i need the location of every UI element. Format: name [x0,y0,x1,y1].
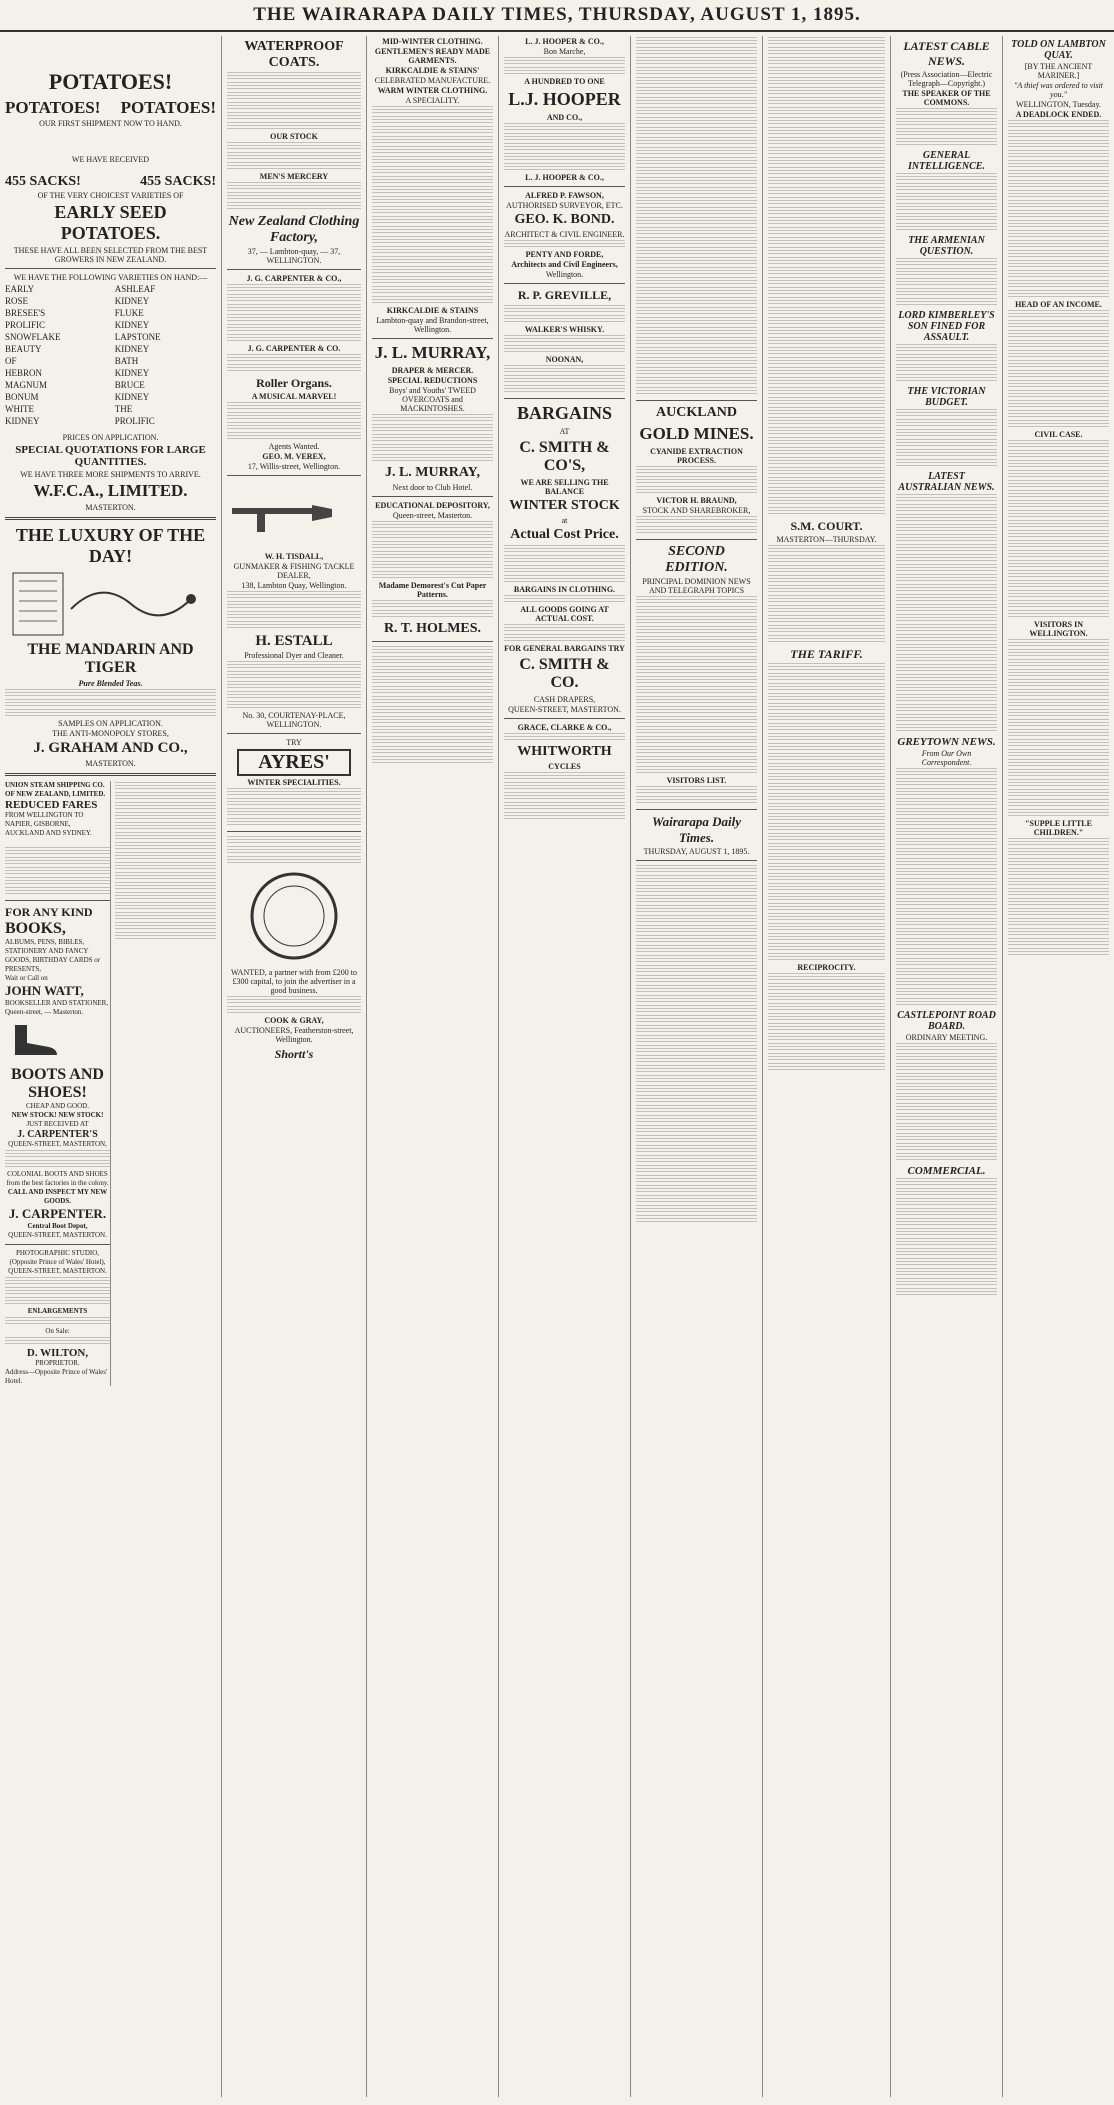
sm-court-sub: MASTERTON—THURSDAY. [776,535,877,544]
ordinary-meeting: ORDINARY MEETING. [905,1033,988,1042]
architects-city: Wellington. [545,270,584,279]
head-income: HEAD OF AN INCOME. [1015,300,1102,309]
whitworth: WHITWORTH [517,744,612,759]
variety: WHITE KIDNEY [5,404,40,426]
hundred-to-one: A HUNDRED TO ONE [524,77,605,86]
tisdall: W. H. TISDALL, [264,552,324,561]
roller-organs: Roller Organs. [256,376,332,390]
variety: FLUKE KIDNEY [114,308,150,330]
commercial: COMMERCIAL. [907,1165,986,1177]
carpenter-addr: QUEEN-STREET, MASTERTON, [8,1140,107,1148]
visitors-list: VISITORS LIST. [666,776,727,785]
gunmaker: GUNMAKER & FISHING TACKLE DEALER, [233,562,355,580]
greville: R. P. GREVILLE, [517,288,612,302]
nz-address: 37, — Lambton-quay, — 37, WELLINGTON. [247,247,341,265]
gun-illustration [227,483,337,543]
column-1 [0,36,222,2097]
latest-cable: LATEST CABLE NEWS. [903,39,990,68]
stamp-seal [247,869,342,964]
variety: EARLY ROSE [5,284,34,306]
potatoes-heading: POTATOES! [48,69,173,94]
bond-sub: ARCHITECT & CIVIL ENGINEER. [504,230,625,239]
enlargements: ENLARGEMENTS [27,1307,88,1315]
variety: ASHLEAF KIDNEY [114,284,156,306]
daily-times-date: THURSDAY, AUGUST 1, 1895. [643,847,750,856]
union-ss: UNION STEAM SHIPPING CO. OF NEW ZEALAND, LIMITED. [5,781,106,798]
bookseller: BOOKSELLER AND STATIONER, [5,999,109,1007]
following: WE HAVE THE FOLLOWING VARIETIES ON HAND:— [13,273,208,282]
potatoes-right: POTATOES! [120,98,216,117]
principal-news: PRINCIPAL DOMINION NEWS AND TELEGRAPH TOPICS [642,577,751,595]
visitors-wellington: VISITORS IN WELLINGTON. [1029,620,1088,638]
place-date: WELLINGTON, Tuesday. [1016,100,1101,109]
graham: J. GRAHAM AND CO., [33,740,188,756]
reciprocity: RECIPROCITY. [797,963,856,972]
verex: GEO. M. VEREX, [262,452,326,461]
just-received: JUST RECEIVED AT [26,1120,89,1128]
d-wilton: D. WILTON, [26,1347,89,1359]
civil-case: CIVIL CASE. [1034,430,1083,439]
and-co: AND CO., [546,113,583,122]
carpenter-co: J. G. CARPENTER & CO., [246,274,342,283]
wanted-partner: WANTED, a partner with from £200 to £300 capital, to join the advertiser in a good business. [231,968,357,995]
varieties-list [5,283,216,427]
cable-sub: (Press Association—Electric Telegraph—Copyright.) [900,70,993,88]
received: WE HAVE RECEIVED [71,155,150,164]
carpenter: J. CARPENTER'S [17,1129,98,1140]
tisdall-addr: 138, Lambton Quay, Wellington. [241,581,347,590]
wfca-town: MASTERTON. [85,503,136,512]
nz-clothing: New Zealand Clothing Factory, [228,214,360,245]
cash-drapers: CASH DRAPERS, [533,695,596,704]
smith-addr: QUEEN-STREET, MASTERTON. [508,705,621,714]
hestall: H. ESTALL [255,633,333,649]
early-seed: EARLY SEED POTATOES. [54,202,167,243]
verex-addr: 17, Willis-street, Wellington. [247,462,341,471]
cost-at: at [561,516,568,525]
boots-shoes: BOOTS AND SHOES! [11,1066,104,1101]
column-2 [222,36,367,2097]
special-reductions: SPECIAL REDUCTIONS [387,376,478,385]
variety: BATH KIDNEY [114,356,150,378]
grace-clarke: GRACE, CLARKE & CO., [517,723,612,732]
any-kind: FOR ANY KIND [5,905,93,919]
wfca: W.F.C.A., LIMITED. [33,481,188,500]
cheap-good: CHEAP AND GOOD. [26,1102,89,1110]
demorest: Madame Demorest's Cut Paper Patterns. [378,581,487,599]
boys-overcoats: Boys' and Youths' TWEED OVERCOATS and MACKINTOSHES. [389,386,476,413]
auckland: AUCKLAND [656,405,737,420]
masthead [0,0,1114,32]
column-7 [891,36,1003,2097]
at: AT [559,427,570,436]
photo-studio: PHOTOGRAPHIC STUDIO, (Opposite Prince of Wales' Hotel), QUEEN-STREET, MASTERTON. [8,1249,107,1275]
our-stock: OUR STOCK [270,132,318,141]
told-lambton: TOLD ON LAMBTON QUAY. [1011,39,1106,61]
murray: J. L. MURRAY, [374,343,491,362]
dragon-illustration [11,569,211,639]
newspaper-title: THE WAIRARAPA DAILY TIMES, THURSDAY, AUGUST 1, 1895. [253,4,861,25]
educational-queen: Queen-street, Masterton. [392,511,473,520]
greytown-sub: From Our Own Correspondent. [921,749,972,767]
educational: EDUCATIONAL DEPOSITORY, [375,501,490,510]
ancient-mariner: [BY THE ANCIENT MARINER.] [1024,62,1093,80]
fares-route: FROM WELLINGTON TO NAPIER, GISBORNE, AUCKLAND AND SYDNEY. [5,811,92,837]
daily-times: Wairarapa Daily Times. [652,814,741,845]
blended: Pure Blended Teas. [78,679,143,688]
cyanide: CYANIDE EXTRACTION PROCESS. [650,447,743,465]
greytown-news: GREYTOWN NEWS. [897,736,996,748]
speciality: A SPECIALITY. [405,96,460,105]
the-tariff: THE TARIFF. [790,647,863,661]
victor-braund: VICTOR H. BRAUND, [656,496,737,505]
celebrated: CELEBRATED MANUFACTURE. [374,76,491,85]
castlepoint: CASTLEPOINT ROAD BOARD. [897,1010,996,1032]
winter-stock: WINTER STOCK [509,498,620,513]
hooper: L. J. HOOPER & CO., [525,37,604,46]
shortts: Shortt's [274,1047,314,1061]
victorian-budget: THE VICTORIAN BUDGET. [907,386,986,408]
special-quotations: SPECIAL QUOTATIONS FOR LARGE QUANTITIES. [15,444,206,468]
dyer: Professional Dyer and Cleaner. [244,651,344,660]
ayres-sub: WINTER SPECIALITIES. [247,778,341,787]
kirkcaldie-2: KIRKCALDIE & STAINS [386,306,479,315]
hooper-3: L. J. HOOPER & CO., [525,173,604,182]
kimberley-son: LORD KIMBERLEY'S SON FINED FOR ASSAULT. [898,310,995,343]
first-shipment: OUR FIRST SHIPMENT NOW TO HAND. [39,119,182,128]
bargains-clothing: BARGAINS IN CLOTHING. [513,585,616,594]
colonial: COLONIAL BOOTS AND SHOES from the best factories in the colony. [6,1170,109,1187]
column-3 [367,36,499,2097]
walkers: WALKER'S WHISKY. [524,325,605,334]
penty-forde: PENTY AND FORDE, [525,250,604,259]
sm-court: S.M. COURT. [790,519,863,533]
speaker-commons: THE SPEAKER OF THE COMMONS. [902,89,991,107]
column-8 [1003,36,1114,2097]
waterproof-coats: WATERPROOF COATS. [244,39,344,70]
variety: MAGNUM BONUM [5,380,48,402]
armenian-question: THE ARMENIAN QUESTION. [908,235,985,257]
depot: Central Boot Depot, [27,1222,88,1230]
midwinter: MID-WINTER CLOTHING. [382,37,483,46]
cycles: CYCLES [548,762,581,771]
wilton-address: Address—Opposite Prince of Wales' Hotel. [5,1368,108,1385]
variety: THE PROLIFIC [114,404,155,426]
holmes: R. T. HOLMES. [383,621,482,636]
actual-cost: Actual Cost Price. [510,527,619,542]
musical-marvel: A MUSICAL MARVEL! [251,392,337,401]
agents-wanted: Agents Wanted. [268,442,320,451]
kirkcaldie: KIRKCALDIE & STAINS' [385,66,480,75]
second-edition: SECOND EDITION. [665,544,728,575]
potatoes-left: POTATOES! [5,98,101,117]
warm-winter: WARM WINTER CLOTHING. [377,86,488,95]
deadlock: A DEADLOCK ENDED. [1015,110,1102,119]
supple-children: "SUPPLE LITTLE CHILDREN." [1025,819,1092,837]
john-watt: JOHN WATT, [5,983,84,998]
ayres: AYRES' [237,749,351,776]
prices: PRICES ON APPLICATION. [62,433,159,442]
queen-st: Queen-street, — Masterton. [5,1008,84,1016]
sharebroker: STOCK AND SHAREBROKER, [642,506,751,515]
luxury-heading: THE LUXURY OF THE DAY! [15,525,206,566]
architects: Architects and Civil Engineers, [511,260,618,269]
cook-gray: COOK & GRAY, [264,1016,324,1025]
cook-gray-sub: AUCTIONEERS, Featherston-street, Wellington. [234,1026,354,1044]
quote: "A thief was ordered to visit you." [1013,81,1104,99]
books: BOOKS, [5,920,66,937]
variety: BRESEE'S PROLIFIC [5,308,46,330]
gents-ready: GENTLEMEN'S READY MADE GARMENTS. [374,47,491,65]
mens-mercery: MEN'S MERCERY [259,172,329,181]
next-door: Next door to Club Hotel. [392,483,473,492]
bon-marche: Bon Marche, [543,47,586,56]
sacks-right: 455 SACKS! [140,174,216,189]
smith-2: C. SMITH & CO. [519,656,610,691]
carpenter-co-2: J. G. CARPENTER & CO. [247,344,341,353]
call-on: Wait or Call on [5,974,48,982]
proprietor: PROPRIETOR. [35,1359,80,1367]
noonan: NOONAN, [545,355,584,364]
variety: BEAUTY OF HEBRON [5,344,43,378]
variety: LAPSTONE KIDNEY [114,332,161,354]
all-goods: ALL GOODS GOING AT ACTUAL COST. [520,605,609,623]
murray-2: J. L. MURRAY, [384,465,481,480]
carpenter-2: J. CARPENTER. [8,1206,107,1221]
try: TRY [286,738,302,747]
smith: C. SMITH & CO'S, [519,439,610,474]
reduced-fares: REDUCED FARES [5,799,98,811]
samples: SAMPLES ON APPLICATION. [58,719,163,728]
column-5 [631,36,763,2097]
variety: SNOWFLAKE [5,332,61,342]
depot-addr: QUEEN-STREET, MASTERTON. [8,1231,107,1239]
bond: GEO. K. BOND. [514,212,615,227]
on-sale: On Sale: [45,1327,70,1335]
for-general: FOR GENERAL BARGAINS TRY [504,644,625,653]
bargains: BARGAINS [516,403,613,423]
variety: BRUCE KIDNEY [114,380,150,402]
choicest: OF THE VERY CHOICEST VARIETIES OF [37,191,184,200]
general-intelligence: GENERAL INTELLIGENCE. [908,150,985,172]
fawson: ALFRED P. FAWSON, [525,191,604,200]
boot-icon [5,1021,65,1057]
graham-town: MASTERTON. [85,759,136,768]
hestall-addr: No. 30, COURTENAY-PLACE, WELLINGTON. [242,711,346,729]
latest-australian: LATEST AUSTRALIAN NEWS. [898,471,995,493]
more-shipments: WE HAVE THREE MORE SHIPMENTS TO ARRIVE. [20,470,201,479]
sacks-left: 455 SACKS! [5,174,81,189]
column-6 [763,36,891,2097]
hooper-big: L.J. HOOPER [508,89,621,109]
selected: THESE HAVE ALL BEEN SELECTED FROM THE BEST GROWERS IN NEW ZEALAND. [13,246,208,264]
selling-balance: WE ARE SELLING THE BALANCE [520,478,609,496]
call-inspect: CALL AND INSPECT MY NEW GOODS. [7,1188,108,1205]
column-4 [499,36,631,2097]
draper: DRAPER & MERCER. [391,366,474,375]
books-list: ALBUMS, PENS, BIBLES, STATIONERY AND FANCY GOODS, BIRTHDAY CARDS or PRESENTS, [5,938,101,973]
anti-monopoly: THE ANTI-MONOPOLY STORES, [52,729,169,738]
new-stock: NEW STOCK! NEW STOCK! [11,1111,104,1119]
mandarin-tiger: THE MANDARIN AND TIGER [27,641,194,676]
fares-table [5,838,110,846]
gold-mines: GOLD MINES. [639,424,754,443]
kirkcaldie-addr: Lambton-quay and Brandon-street, Wellington. [376,316,489,334]
fawson-sub: AUTHORISED SURVEYOR, ETC. [506,201,623,210]
